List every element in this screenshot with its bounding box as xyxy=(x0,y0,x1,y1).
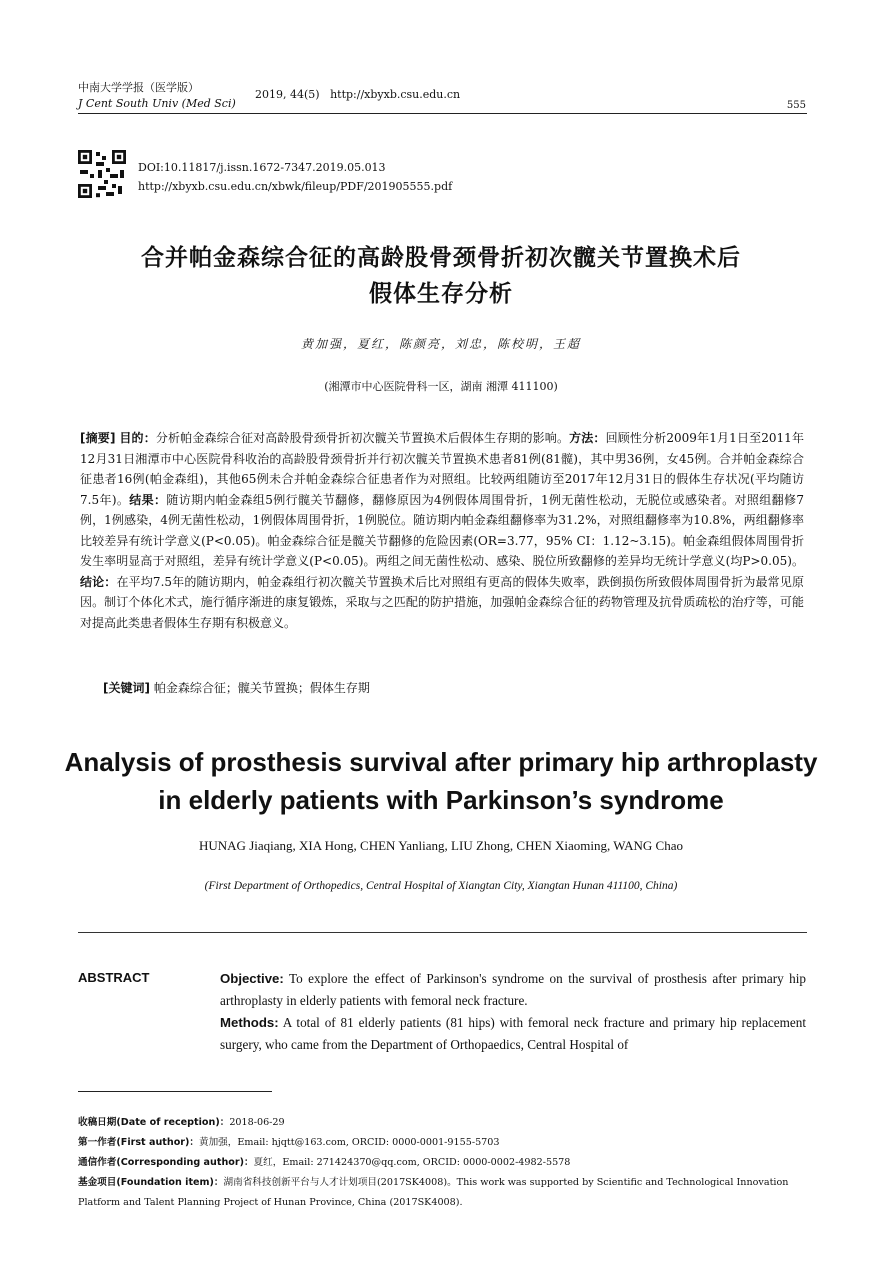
affiliation-cn: (湘潭市中心医院骨科一区，湖南 湘潭 411100) xyxy=(324,380,558,393)
abstract-en xyxy=(220,968,806,1056)
article-title-cn xyxy=(70,240,812,312)
objective-en: To explore the effect of Parkinson's syndrome on the survival of prosthesis after primary hip arthroplasty in elderly patients with femoral neck fracture. xyxy=(220,971,806,1008)
doi-block xyxy=(138,158,452,196)
pdf-link[interactable]: http://xbyxb.csu.edu.cn/xbwk/fileup/PDF/201905555.pdf xyxy=(138,180,453,193)
conclusion-cn-label: 结论： xyxy=(80,574,117,589)
received-value: 2018-06-29 xyxy=(229,1117,285,1128)
first-author-label: 第一作者(First author)： xyxy=(78,1137,199,1148)
journal-name-en: J Cent South Univ (Med Sci) xyxy=(78,97,236,110)
corresponding-label: 通信作者(Corresponding author)： xyxy=(78,1157,254,1168)
objective-cn: 分析帕金森综合征对高龄股骨颈骨折初次髋关节置换术后假体生存期的影响。 xyxy=(155,431,570,445)
qr-code-icon xyxy=(78,150,126,198)
foundation-label: 基金项目(Foundation item)： xyxy=(78,1177,224,1188)
footnote-rule xyxy=(78,1091,272,1092)
title-en-line1: Analysis of prosthesis survival after primary hip arthroplasty xyxy=(64,747,818,777)
title-en-line2: in elderly patients with Parkinson’s syndrome xyxy=(158,785,724,815)
methods-en-para xyxy=(220,1012,806,1056)
issue: 2019, 44(5) xyxy=(255,88,320,101)
journal-name xyxy=(78,80,236,112)
title-cn-line2: 假体生存分析 xyxy=(369,281,513,307)
page-number: 555 xyxy=(786,100,806,111)
doi-line[interactable]: DOI:10.11817/j.issn.1672-7347.2019.05.013 xyxy=(138,161,386,174)
corresponding-author xyxy=(78,1153,808,1173)
methods-en-label: Methods: xyxy=(220,1015,279,1030)
abstract-cn-label: [摘要] xyxy=(80,431,116,445)
footnotes xyxy=(78,1113,808,1213)
header-rule xyxy=(78,113,807,114)
objective-en-para xyxy=(220,968,806,1012)
journal-name-cn: 中南大学学报（医学版） xyxy=(78,81,199,94)
foundation-item xyxy=(78,1173,808,1213)
keywords-cn xyxy=(103,679,370,696)
abstract-cn xyxy=(80,428,804,633)
article-title-en xyxy=(60,743,822,819)
authors-en: HUNAG Jiaqiang, XIA Hong, CHEN Yanliang, LIU Zhong, CHEN Xiaoming, WANG Chao xyxy=(199,838,683,853)
foundation-value: 湖南省科技创新平台与人才计划项目(2017SK4008)。This work was supported by Scientific and Technological Innovation Platform and Talent Planning Project of Hunan Province, China (2017SK4008). xyxy=(78,1177,789,1208)
objective-cn-label: 目的： xyxy=(119,431,156,445)
journal-url[interactable]: http://xbyxb.csu.edu.cn xyxy=(330,88,461,101)
methods-cn-label: 方法： xyxy=(569,431,606,445)
abstract-en-label: ABSTRACT xyxy=(78,970,150,985)
title-cn-line1: 合并帕金森综合征的高龄股骨颈骨折初次髋关节置换术后 xyxy=(141,245,741,271)
journal-issue-info xyxy=(255,88,460,101)
affiliation-en: (First Department of Orthopedics, Central Hospital of Xiangtan City, Xiangtan Hunan 411100, China) xyxy=(204,880,678,892)
keywords-cn-text: 帕金森综合征；髋关节置换；假体生存期 xyxy=(153,681,370,695)
keywords-cn-label: [关键词] xyxy=(103,681,150,695)
results-cn-label: 结果： xyxy=(129,492,167,507)
first-author xyxy=(78,1133,808,1153)
received-label: 收稿日期(Date of reception)： xyxy=(78,1117,230,1128)
section-rule xyxy=(78,932,807,933)
corresponding-value: 夏红，Email: 271424370@qq.com, ORCID: 0000-0002-4982-5578 xyxy=(253,1157,571,1168)
received-date xyxy=(78,1113,808,1133)
first-author-value: 黄加强，Email: hjqtt@163.com, ORCID: 0000-0001-9155-5703 xyxy=(199,1137,500,1148)
methods-en: A total of 81 elderly patients (81 hips) with femoral neck fracture and primary hip replacement surgery, who came from the Department of Orthopaedics, Central Hospital of xyxy=(220,1015,806,1052)
authors-cn: 黄加强，夏红，陈颜亮，刘忠，陈校明，王超 xyxy=(300,337,581,351)
conclusion-cn: 在平均7.5年的随访期内，帕金森组行初次髋关节置换术后比对照组有更高的假体失败率，跌倒损伤所致假体周围骨折为最常见原因。制订个体化术式，施行循序渐进的康复锻炼，采取与之匹配的防护措施，加强帕金森综合征的药物管理及抗骨质疏松的治疗等，可能对提高此类患者假体生存期有积极意义。 xyxy=(80,574,804,630)
results-cn: 随访期内帕金森组5例行髋关节翻修，翻修原因为4例假体周围骨折，1例无菌性松动，无脱位或感染者。对照组翻修7例，1例感染，4例无菌性松动，1例假体周围骨折，1例脱位。随访期内帕金森组翻修率为31.2%，对照组翻修率为10.8%，两组翻修率比较差异有统计学意义(P<0.05)。帕金森综合征是髋关节翻修的危险因素(OR=3.77，95% CI：1.12~3.15)。帕金森组假体周围骨折发生率明显高于对照组，差异有统计学意义(P<0.05)。两组之间无菌性松动、感染、脱位所致翻修的差异均无统计学意义(均P>0.05)。 xyxy=(80,492,804,568)
methods-cn: 回顾性分析2009年1月1日至2011年12月31日湘潭市中心医院骨科收治的高龄股骨颈骨折并行初次髋关节置换术患者81例(81髋)，其中男36例，女45例。合并帕金森综合征患者16例(帕金森组)，其他65例未合并帕金森综合征患者作为对照组。比较两组随访至2017年12月31日的假体生存状况(平均随访7.5年)。 xyxy=(80,431,804,507)
objective-en-label: Objective: xyxy=(220,971,284,986)
